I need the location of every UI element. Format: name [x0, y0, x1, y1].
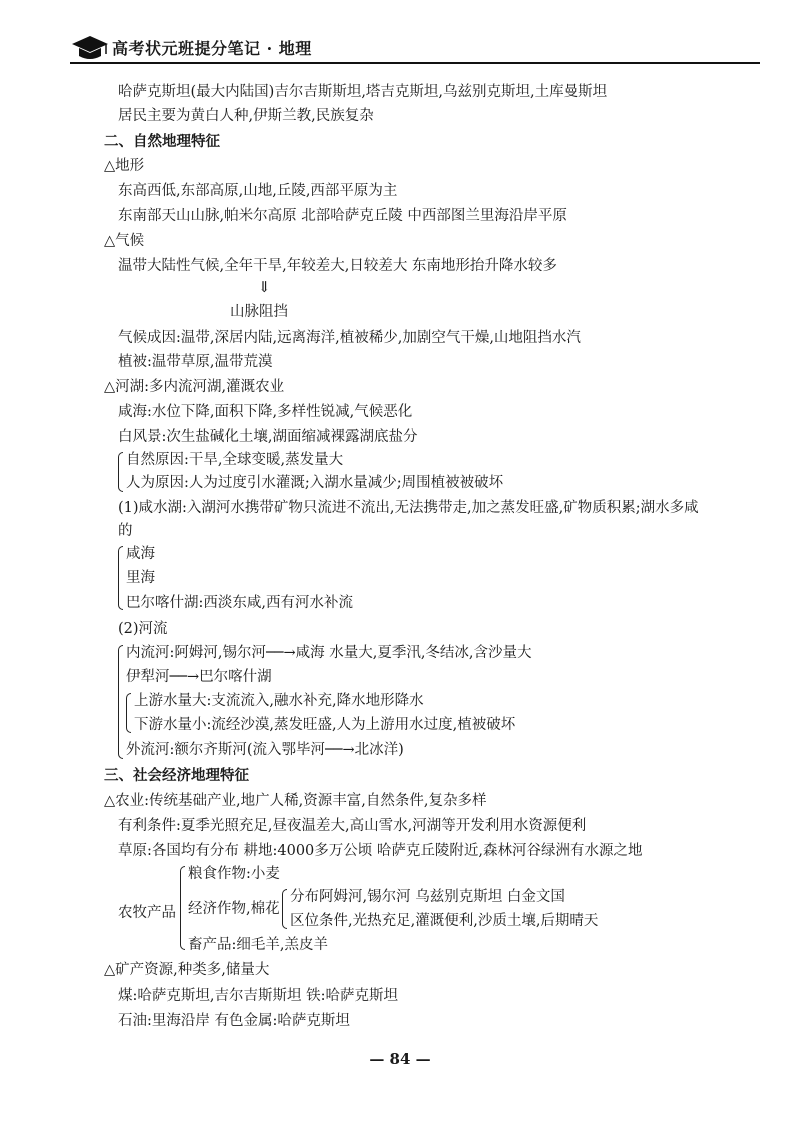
bracket	[118, 645, 123, 759]
subheading: △气候	[104, 233, 145, 249]
text-line: 草原:各国均有分布 耕地:4000多万公顷 哈萨克丘陵附近,森林河谷绿洲有水源之地	[118, 843, 643, 859]
text-line: (1)咸水湖:入湖河水携带矿物只流进不流出,无法携带走,加之蒸发旺盛,矿物质积累;湖水多咸	[118, 500, 699, 516]
text-line: 农牧产品	[118, 905, 176, 921]
text-line: 畜产品:细毛羊,羔皮羊	[188, 937, 328, 953]
text-line: 下游水量小:流经沙漠,蒸发旺盛,人为上游用水过度,植被破坏	[134, 717, 516, 733]
subheading: △农业:传统基础产业,地广人稀,资源丰富,自然条件,复杂多样	[104, 793, 487, 809]
text-line: 内流河:阿姆河,锡尔河──→咸海 水量大,夏季汛,冬结冰,含沙量大	[126, 645, 532, 661]
bracket	[126, 693, 131, 733]
text-line: 巴尔喀什湖:西淡东咸,西有河水补流	[126, 595, 353, 611]
header-title: 高考状元班提分笔记 · 地理	[112, 39, 312, 58]
text-line: 石油:里海沿岸 有色金属:哈萨克斯坦	[118, 1013, 350, 1029]
subheading: △河湖:多内流河湖,灌溉农业	[104, 379, 285, 395]
text-line: 上游水量大:支流流入,融水补充,降水地形降水	[134, 693, 424, 709]
text-line: 植被:温带草原,温带荒漠	[118, 354, 273, 370]
text-line: 山脉阻挡	[230, 304, 288, 320]
text-line: 白风景:次生盐碱化土壤,湖面缩减裸露湖底盐分	[118, 429, 418, 445]
text-line: 粮食作物:小麦	[188, 866, 280, 882]
subheading: △地形	[104, 158, 145, 174]
text-line: 外流河:额尔齐斯河(流入鄂毕河──→北冰洋)	[126, 742, 404, 758]
text-line: (2)河流	[118, 621, 168, 637]
text-line: 人为原因:人为过度引水灌溉;入湖水量减少;周围植被被破坏	[126, 475, 504, 491]
section-heading: 二、自然地理特征	[104, 133, 220, 150]
down-arrow-icon: ⇓	[258, 278, 271, 296]
text-line: 经济作物,棉花	[188, 901, 280, 917]
text-line: 气候成因:温带,深居内陆,远离海洋,植被稀少,加剧空气干燥,山地阻挡水汽	[118, 330, 581, 346]
text-line: 居民主要为黄白人种,伊斯兰教,民族复杂	[118, 108, 374, 124]
bracket	[118, 452, 123, 492]
text-line: 东南部天山山脉,帕米尔高原 北部哈萨克丘陵 中西部图兰里海沿岸平原	[118, 208, 567, 224]
bracket	[118, 546, 123, 610]
text-line: 自然原因:干旱,全球变暖,蒸发量大	[126, 452, 344, 468]
bracket	[282, 889, 287, 929]
text-line: 咸海:水位下降,面积下降,多样性锐减,气候恶化	[118, 404, 413, 420]
bracket	[180, 866, 185, 950]
text-line: 里海	[126, 570, 155, 586]
text-line: 分布阿姆河,锡尔河 乌兹别克斯坦 白金文国	[290, 889, 565, 905]
text-line: 咸海	[126, 546, 155, 562]
text-line: 温带大陆性气候,全年干旱,年较差大,日较差大 东南地形抬升降水较多	[118, 258, 557, 274]
section-heading: 三、社会经济地理特征	[104, 767, 249, 784]
subheading: △矿产资源,种类多,储量大	[104, 962, 270, 978]
text-line: 伊犁河──→巴尔喀什湖	[126, 669, 272, 685]
page-number: — 84 —	[369, 1050, 431, 1068]
text-line: 煤:哈萨克斯坦,吉尔吉斯斯坦 铁:哈萨克斯坦	[118, 988, 398, 1004]
text-line: 有利条件:夏季光照充足,昼夜温差大,高山雪水,河湖等开发利用水资源便利	[118, 818, 587, 834]
text-line: 区位条件,光热充足,灌溉便利,沙质土壤,后期晴天	[290, 913, 599, 929]
text-line: 的	[118, 523, 133, 539]
text-line: 哈萨克斯坦(最大内陆国)吉尔吉斯斯坦,塔吉克斯坦,乌兹别克斯坦,土库曼斯坦	[118, 84, 608, 100]
text-line: 东高西低,东部高原,山地,丘陵,西部平原为主	[118, 183, 398, 199]
